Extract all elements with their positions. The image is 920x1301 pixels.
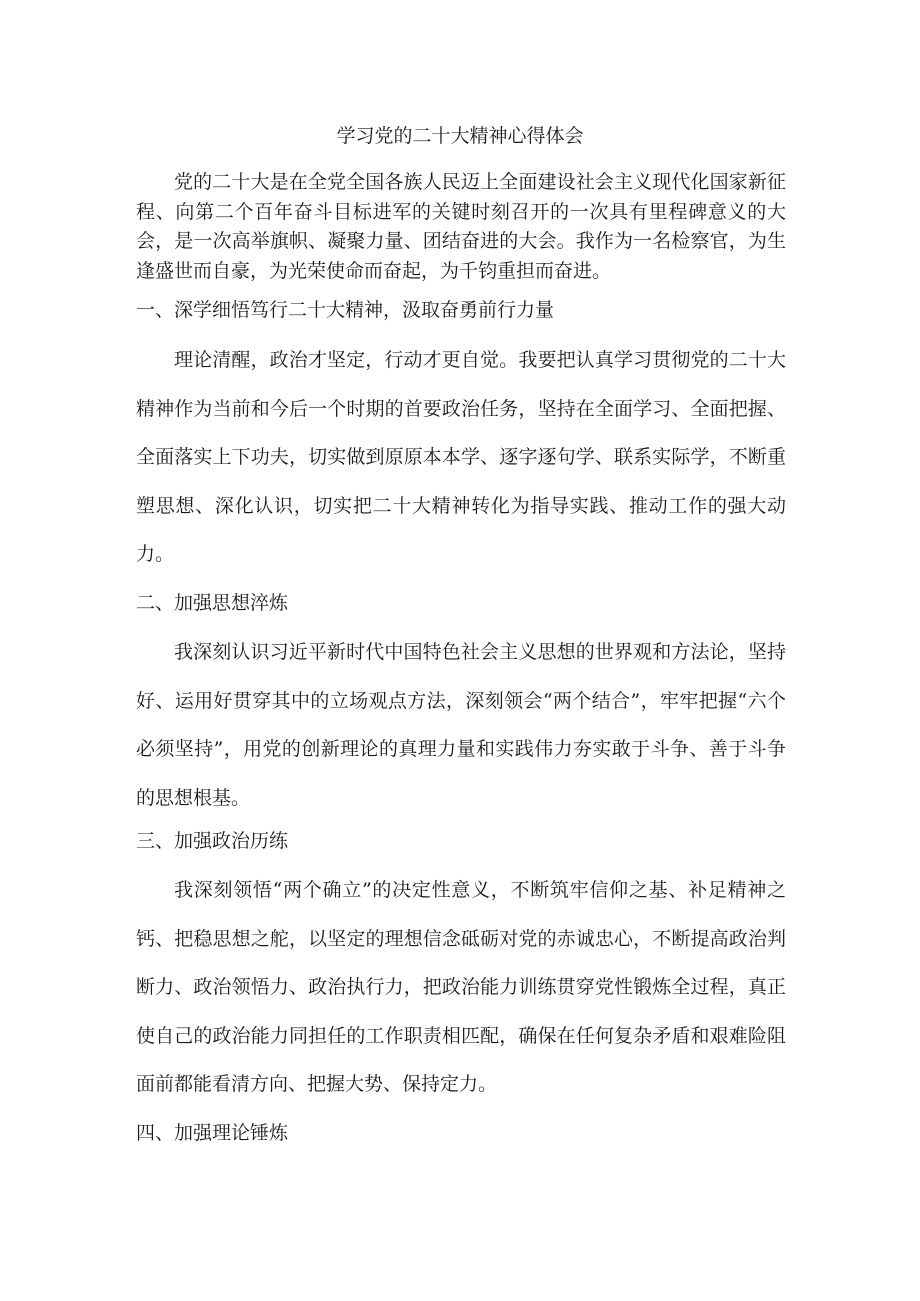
section-body-2: 我深刻认识习近平新时代中国特色社会主义思想的世界观和方法论，坚持好、运用好贯穿其中的立场观点方法，深刻领会“两个结合”，牢牢把握“六个必须坚持”，用党的创新理论的真理力量和实践伟力夯实敢于斗争、善于斗争的思想根基。 (136, 641, 786, 809)
section-heading-4: 四、加强理论锤炼 (136, 1122, 289, 1144)
section-body-3: 我深刻领悟“两个确立”的决定性意义，不断筑牢信仰之基、补足精神之钙、把稳思想之舵，以坚定的理想信念砥砺对党的赤诚忠心，不断提高政治判断力、政治领悟力、政治执行力，把政治能力训练贯穿党性锻炼全过程，真正使自己的政治能力同担任的工作职责相匹配，确保在任何复杂矛盾和艰难险阻面前都能看清方向、把握大势、保持定力。 (136, 879, 786, 1095)
section-heading-3: 三、加强政治历练 (136, 830, 289, 852)
section-heading-2: 二、加强思想淬炼 (136, 592, 289, 614)
section-heading-1: 一、深学细悟笃行二十大精神，汲取奋勇前行力量 (136, 299, 555, 321)
intro-paragraph: 党的二十大是在全党全国各族人民迈上全面建设社会主义现代化国家新征程、向第二个百年奋斗目标进军的关键时刻召开的一次具有里程碑意义的大会，是一次高举旗帜、凝聚力量、团结奋进的大会。我作为一名检察官，为生逢盛世而自豪，为光荣使命而奋起，为千钧重担而奋进。 (136, 171, 786, 282)
section-body-1: 理论清醒，政治才坚定，行动才更自觉。我要把认真学习贯彻党的二十大精神作为当前和今后一个时期的首要政治任务，坚持在全面学习、全面把握、全面落实上下功夫，切实做到原原本本学、逐字逐句学、联系实际学，不断重塑思想、深化认识，切实把二十大精神转化为指导实践、推动工作的强大动力。 (136, 349, 786, 565)
document-title: 学习党的二十大精神心得体会 (336, 125, 584, 147)
